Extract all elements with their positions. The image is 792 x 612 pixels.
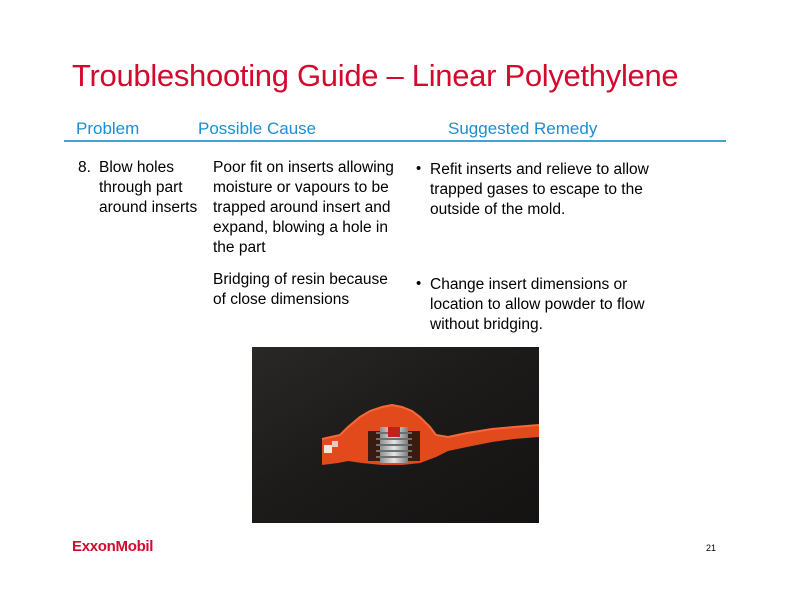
cause-2 [213, 270, 388, 310]
remedy-1-bullet: • [416, 160, 422, 177]
remedy-2-line: Change insert dimensions or [430, 276, 628, 293]
remedy-1-line: trapped gases to escape to the [430, 181, 643, 198]
cause-1 [213, 158, 394, 258]
cause-2-line: of close dimensions [213, 291, 350, 308]
problem-line: Blow holes [99, 159, 174, 176]
problem-number: 8. [78, 159, 91, 176]
cause-1-line: trapped around insert and [213, 199, 391, 216]
remedy-1 [430, 160, 649, 220]
remedy-1-line: outside of the mold. [430, 201, 566, 218]
cause-2-line: Bridging of resin because [213, 271, 388, 288]
insert-cross-section-photo [252, 347, 539, 523]
slide-title: Troubleshooting Guide – Linear Polyethylene [72, 58, 679, 93]
remedy-1-line: Refit inserts and relieve to allow [430, 161, 649, 178]
remedy-2 [430, 275, 645, 335]
cause-1-line: the part [213, 239, 266, 256]
page-number: 21 [706, 543, 717, 553]
header-divider [64, 140, 726, 142]
problem-line: around inserts [99, 199, 198, 216]
problem-description [99, 158, 197, 218]
problem-line: through part [99, 179, 183, 196]
cause-1-line: expand, blowing a hole in [213, 219, 388, 236]
header-problem: Problem [76, 119, 140, 138]
header-suggested-remedy: Suggested Remedy [448, 119, 598, 138]
remedy-2-line: location to allow powder to flow [430, 296, 645, 313]
cause-1-line: Poor fit on inserts allowing [213, 159, 394, 176]
header-possible-cause: Possible Cause [198, 119, 317, 138]
exxonmobil-logo: ExxonMobil [72, 538, 154, 555]
cause-1-line: moisture or vapours to be [213, 179, 389, 196]
remedy-2-bullet: • [416, 275, 422, 292]
remedy-2-line: without bridging. [430, 316, 543, 333]
